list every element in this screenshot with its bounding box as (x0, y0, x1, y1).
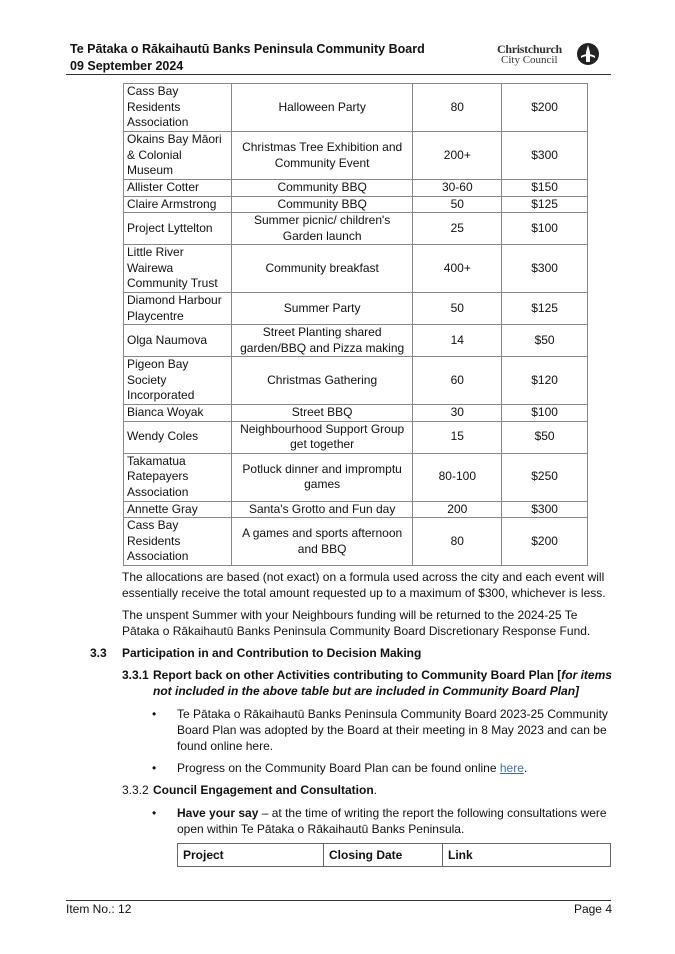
table-row (124, 453, 588, 501)
amount-cell: $120 (502, 357, 588, 405)
event-cell: A games and sports afternoon and BBQ (231, 518, 413, 566)
unspent-funding-paragraph: The unspent Summer with your Neighbours funding will be returned to the 2024-25 Te Pātaka o Rākaihautū Banks Peninsula Community Board Discretionary Response Fund. (122, 608, 591, 638)
allocation-paragraph: The allocations are based (not exact) on a formula used across the city and each event will essentially receive the total amount requested up to a maximum of $300, whichever is less. (122, 570, 606, 600)
logo-line1: Christchurch (497, 42, 562, 56)
table-row (124, 357, 588, 405)
amount-cell: $100 (502, 213, 588, 245)
attendees-cell: 80 (413, 84, 502, 132)
table-row (124, 213, 588, 245)
attendees-cell: 15 (413, 421, 502, 453)
table-row (124, 518, 588, 566)
event-cell: Street BBQ (231, 405, 413, 422)
table-row (124, 405, 588, 422)
section-3-3-number: 3.3 (90, 646, 107, 660)
attendees-cell: 80 (413, 518, 502, 566)
attendees-cell: 200 (413, 501, 502, 518)
council-logo (497, 42, 602, 68)
bullet-have-your-say (177, 805, 609, 837)
amount-cell: $300 (502, 245, 588, 293)
bullet-dot: • (152, 806, 157, 820)
attendees-cell: 30 (413, 405, 502, 422)
amount-cell: $100 (502, 405, 588, 422)
table-row (124, 501, 588, 518)
bullet-dot: • (152, 761, 157, 775)
applicant-cell: Wendy Coles (124, 421, 232, 453)
footer-rule (66, 900, 611, 901)
attendees-cell: 50 (413, 196, 502, 213)
item-number: Item No.: 12 (66, 902, 132, 916)
section-3-3-1-title: Report back on other Activities contributing to Community Board Plan [ (153, 668, 562, 682)
event-cell: Christmas Gathering (231, 357, 413, 405)
table-row (124, 196, 588, 213)
logo-line2: City Council (501, 54, 558, 66)
applicant-cell: Allister Cotter (124, 180, 232, 197)
applicant-cell: Project Lyttelton (124, 213, 232, 245)
col-project: Project (178, 844, 324, 867)
cathedral-icon (576, 42, 600, 66)
section-3-3-1-note: for items not included in the above table but are included in Community Board Plan] (153, 668, 612, 698)
event-cell: Halloween Party (231, 84, 413, 132)
header-rule (66, 74, 611, 75)
applicant-cell: Takamatua Ratepayers Association (124, 453, 232, 501)
section-3-3-2-number: 3.3.2 (122, 783, 149, 797)
bullet-progress-end: . (523, 761, 528, 775)
event-cell: Christmas Tree Exhibition and Community Event (231, 132, 413, 180)
bullet-dot: • (152, 707, 157, 721)
event-cell: Community breakfast (231, 245, 413, 293)
event-cell: Street Planting shared garden/BBQ and Pizza making (231, 325, 413, 357)
amount-cell: $150 (502, 180, 588, 197)
grants-table (123, 83, 588, 566)
consultations-table (177, 843, 611, 867)
attendees-cell: 30-60 (413, 180, 502, 197)
section-3-3-2-heading (153, 782, 377, 798)
applicant-cell: Diamond Harbour Playcentre (124, 293, 232, 325)
event-cell: Neighbourhood Support Group get together (231, 421, 413, 453)
event-cell: Community BBQ (231, 180, 413, 197)
amount-cell: $125 (502, 293, 588, 325)
applicant-cell: Okains Bay Māori & Colonial Museum (124, 132, 232, 180)
section-3-3-2-end: . (373, 783, 378, 797)
page-number: Page 4 (573, 902, 612, 916)
event-cell: Potluck dinner and impromptu games (231, 453, 413, 501)
bullet-board-plan: Te Pātaka o Rākaihautū Banks Peninsula Community Board 2023-25 Community Board Plan was adopted by the Board at their meeting in 8 May 2023 and can be found online here. (177, 707, 608, 753)
table-row (124, 325, 588, 357)
event-cell: Summer picnic/ children's Garden launch (231, 213, 413, 245)
section-3-3-1-heading (153, 667, 613, 699)
progress-link[interactable]: here (499, 761, 524, 775)
document-header (70, 41, 425, 75)
board-title: Te Pātaka o Rākaihautū Banks Peninsula Community Board (70, 42, 425, 56)
attendees-cell: 50 (413, 293, 502, 325)
table-row (124, 180, 588, 197)
applicant-cell: Little River Wairewa Community Trust (124, 245, 232, 293)
amount-cell: $200 (502, 518, 588, 566)
table-row (124, 421, 588, 453)
applicant-cell: Olga Naumova (124, 325, 232, 357)
event-cell: Summer Party (231, 293, 413, 325)
table-row (124, 84, 588, 132)
table-row (124, 132, 588, 180)
bullet-progress-text: Progress on the Community Board Plan can be found online (177, 761, 500, 775)
applicant-cell: Annette Gray (124, 501, 232, 518)
have-your-say-label: Have your say (177, 806, 259, 820)
amount-cell: $50 (502, 325, 588, 357)
section-3-3-title: Participation in and Contribution to Decision Making (122, 646, 422, 660)
amount-cell: $125 (502, 196, 588, 213)
bullet-progress (177, 760, 609, 776)
table-row (124, 293, 588, 325)
attendees-cell: 60 (413, 357, 502, 405)
col-link: Link (443, 844, 611, 867)
applicant-cell: Cass Bay Residents Association (124, 84, 232, 132)
attendees-cell: 200+ (413, 132, 502, 180)
table-row (124, 245, 588, 293)
col-closing-date: Closing Date (324, 844, 443, 867)
event-cell: Santa's Grotto and Fun day (231, 501, 413, 518)
attendees-cell: 400+ (413, 245, 502, 293)
applicant-cell: Claire Armstrong (124, 196, 232, 213)
meeting-date: 09 September 2024 (70, 59, 184, 73)
attendees-cell: 25 (413, 213, 502, 245)
amount-cell: $300 (502, 132, 588, 180)
applicant-cell: Cass Bay Residents Association (124, 518, 232, 566)
attendees-cell: 14 (413, 325, 502, 357)
amount-cell: $300 (502, 501, 588, 518)
amount-cell: $250 (502, 453, 588, 501)
amount-cell: $200 (502, 84, 588, 132)
attendees-cell: 80-100 (413, 453, 502, 501)
event-cell: Community BBQ (231, 196, 413, 213)
applicant-cell: Pigeon Bay Society Incorporated (124, 357, 232, 405)
have-your-say-text: – at the time of writing the report the following consultations were open within Te Pātaka o Rākaihautū Banks Peninsula. (177, 806, 607, 836)
section-3-3-2-title: Council Engagement and Consultation (153, 783, 374, 797)
applicant-cell: Bianca Woyak (124, 405, 232, 422)
section-3-3-1-number: 3.3.1 (122, 668, 149, 682)
amount-cell: $50 (502, 421, 588, 453)
